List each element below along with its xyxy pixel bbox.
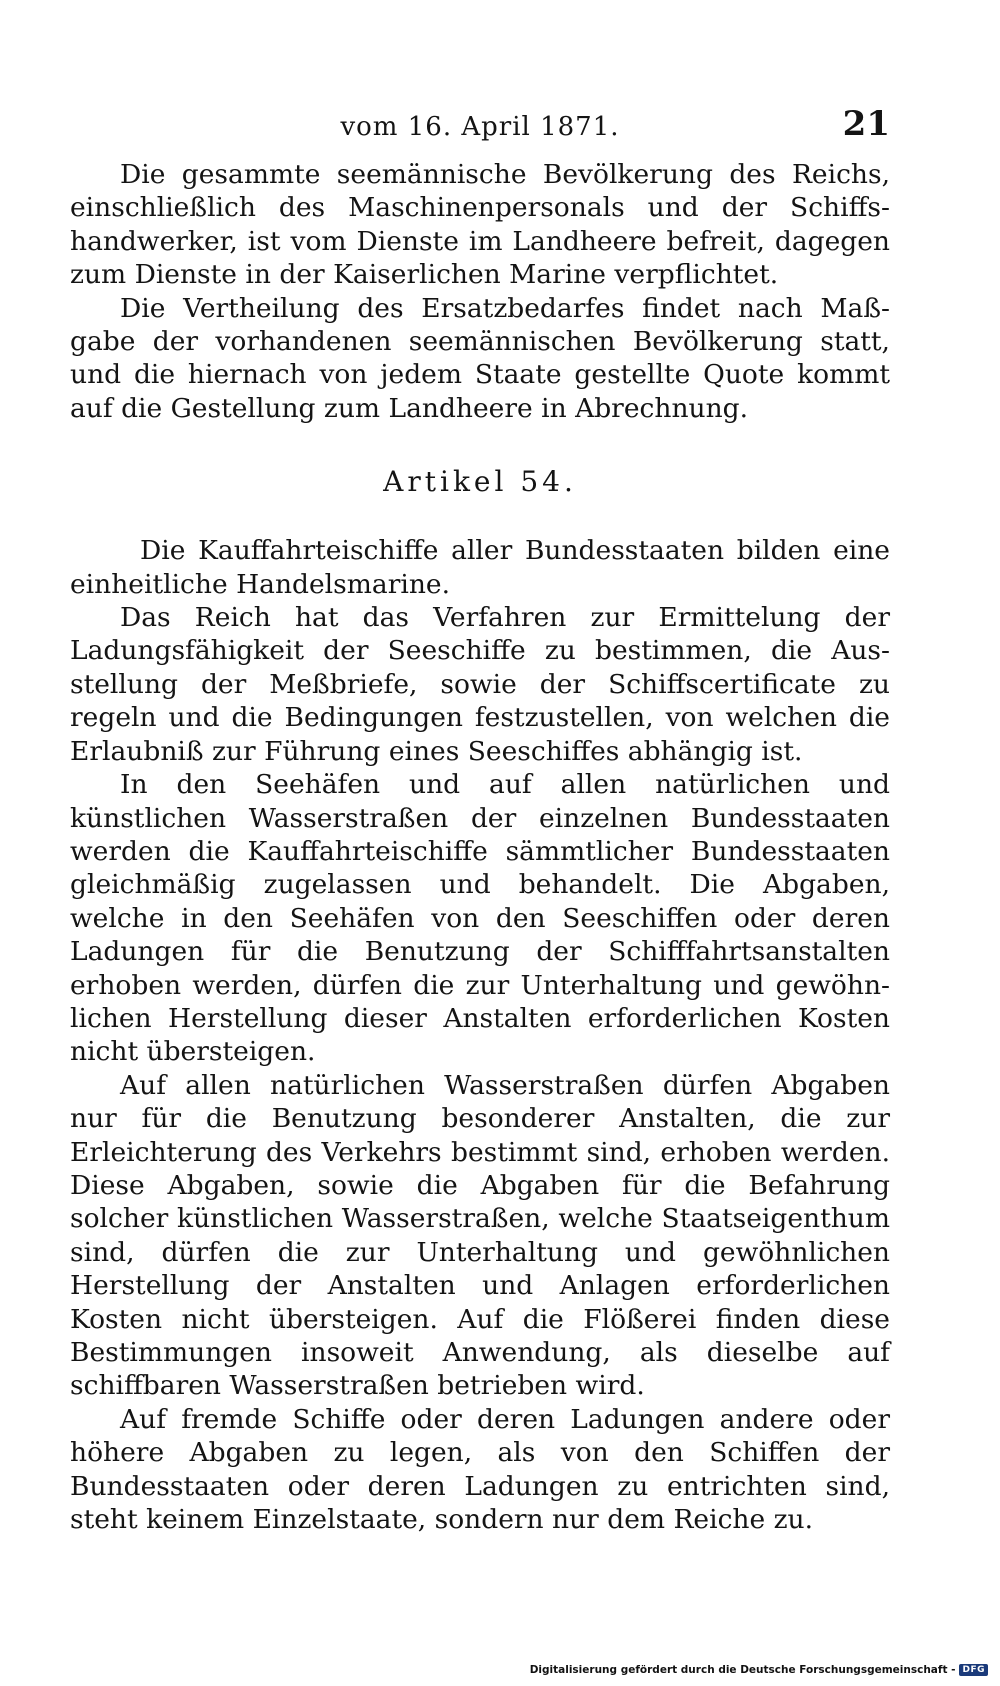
paragraph-replacement-quota: Die Vertheilung des Ersatzbedarfes findet nach Maßgabe der vorhandenen seemännischen Bevölkerung statt, und die hiernach von jedem Staate gestellte Quote kommt auf die Gestellung zum Landheere in Abrechnung. bbox=[70, 292, 890, 424]
running-title: vom 16. April 1871. bbox=[340, 112, 620, 142]
article-paragraph-1: Die Kauffahrteischiffe aller Bundesstaaten bilden eine einheitliche Handelsmarine. bbox=[70, 535, 890, 600]
page-header bbox=[70, 104, 890, 152]
footer-credit-text: Digitalisierung gefördert durch die Deutsche Forschungsgemeinschaft - bbox=[529, 1664, 956, 1676]
page-number: 21 bbox=[842, 104, 890, 144]
article-paragraph-4: Auf allen natürlichen Wasserstraßen dürfen Abgaben nur für die Benutzung besonderer Anstalten, die zur Erleichterung des Verkehrs bestimmt sind, erhoben werden. Diese Abgaben, sowie die Abgaben für die Befahrung solcher künstlichen Wasserstraßen, welche Staatseigenthum sind, dürfen die zur Unterhaltung und gewöhnlichen Herstellung der Anstalten und Anlagen erforderlichen Kosten nicht übersteigen. Auf die Flößerei finden diese Bestimmungen insoweit Anwendung, als dieselbe auf schiffbaren Wasserstraßen betrieben wird. bbox=[70, 1069, 890, 1402]
article-paragraph-5: Auf fremde Schiffe oder deren Ladungen andere oder höhere Abgaben zu legen, als von den Schiffen der Bundesstaaten oder deren Ladungen zu entrichten sind, steht keinem Einzelstaate, sondern nur dem Reiche zu. bbox=[70, 1403, 890, 1536]
page-body bbox=[70, 158, 890, 1536]
dfg-logo-icon: DFG bbox=[959, 1664, 988, 1676]
article-paragraph-2: Das Reich hat das Verfahren zur Ermittelung der Ladungsfähigkeit der Seeschiffe zu bestimmen, die Ausstellung der Meßbriefe, sowie der Schiffscertificate zu regeln und die Bedingungen festzustellen, von welchen die Erlaubniß zur Führung eines Seeschiffes abhängig ist. bbox=[70, 602, 890, 767]
digitization-footer bbox=[530, 1664, 988, 1676]
paragraph-seamen-exemption: Die gesammte seemännische Bevölkerung des Reichs, einschließlich des Maschinenpersonals und der Schiffshandwerker, ist vom Dienste im Landheere befreit, dagegen zum Dienste in der Kaiserlichen Marine verpflichtet. bbox=[70, 159, 890, 291]
article-heading: Artikel 54. bbox=[383, 465, 577, 499]
article-paragraph-3: In den Seehäfen und auf allen natürlichen und künstlichen Wasserstraßen der einzelnen Bundesstaaten werden die Kauffahrteischiffe sämmtlicher Bundesstaaten gleichmäßig zugelassen und behandelt. Die Abgaben, welche in den Seehäfen von den Seeschiffen oder deren Ladungen für die Benutzung der Schifffahrtsanstalten erhoben werden, dürfen die zur Unterhaltung und gewöhnlichen Herstellung dieser Anstalten erforderlichen Kosten nicht übersteigen. bbox=[70, 769, 890, 1068]
